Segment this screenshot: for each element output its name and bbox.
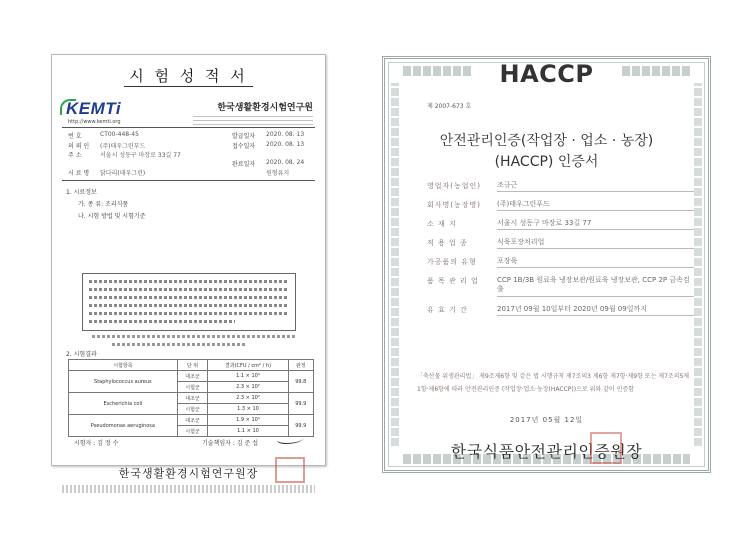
table-header-row: 시험항목 단 위 결과(CFU / cm² / h) 판정 <box>69 360 314 371</box>
section-results: 2. 시험결과 <box>66 351 97 358</box>
method-box <box>82 273 296 331</box>
table-row: Staphylococcus aureus 대조군 1.1 × 10⁴ 99.8 <box>69 371 314 382</box>
certificate-title: 안전관리인증(작업장 · 업소 · 농장) <box>439 133 654 149</box>
header-row: 주 소 서울시 성동구 마장로 33길 77 <box>68 152 181 159</box>
test-report-document <box>51 54 326 480</box>
header-row: 번 호 CT00-448-45 발급일자 2020. 08. 13 <box>68 131 305 140</box>
table-row: 시험군 1.1 × 10 <box>69 426 314 437</box>
title-underline <box>124 86 253 87</box>
table-row: 시험군 1.3 × 10 <box>69 404 314 415</box>
section-sample-info: 1. 시료정보 <box>66 189 97 196</box>
test-method-heading: 나. 시험 방법 및 시험기준 <box>78 213 146 220</box>
divider <box>62 180 315 181</box>
header-row: 시 료 명 닭다리(태우그린) 원형유지 <box>68 170 290 177</box>
table-row: Escherichia coli 대조군 2.3 × 10⁴ 99.9 <box>69 393 314 404</box>
certificate-subtitle: (HACCP) 인증서 <box>494 154 599 170</box>
institute-name: 한국생활환경시험연구원 <box>217 103 313 113</box>
table-row: Pseudomonas aeruginosa 대조군 1.9 × 10⁴ 99.9 <box>69 415 314 426</box>
header-row: 완료일자 2020. 08. 24 <box>232 159 305 168</box>
method-note <box>112 343 245 346</box>
results-table <box>68 359 314 437</box>
logo-url: http://www.kemti.org <box>68 119 121 125</box>
header-row: 의 뢰 인 (주)태우그린푸드 접수일자 2020. 08. 13 <box>68 141 305 150</box>
divider <box>62 127 315 128</box>
certificate-number: 제 2007-673 호 <box>427 103 472 110</box>
approver-signature: 기술책임자 : 김 준 섭 <box>202 440 259 447</box>
table-row: 시험군 2.3 × 10² <box>69 382 314 393</box>
handwritten-signature <box>276 434 307 444</box>
report-title: 시 험 성 적 서 <box>129 67 248 85</box>
issue-date: 2017년 05월 12일 <box>509 416 584 424</box>
issuing-authority: 한국식품안전관리인증원장 <box>450 442 643 461</box>
official-seal-icon <box>275 457 305 483</box>
sample-type: 가. 종 류: 조리식품 <box>78 201 129 208</box>
haccp-badge: HACCP <box>499 60 594 88</box>
haccp-certificate: HACCP 제 2007-673 호 안전관리인증(작업장 · 업소 · 농장) (HACCP) 인증서 영업자(농업인) 조규근 회사명(농장명) (주)태우그린푸드 소 재 지 서울시 성동구 마장로 33길 77 적 용 업 종 식육포장처리업 가공품의 유형 포장육 품 목 관 리 업 CCP 1B/3B 원료육 냉장보관/원료육 냉장보관, CCP 2P 금속검출 유 효 기 간 2017년 09월 10일부터 2020년 09월 09일까지 「축산물 위생관리법」 제9조제6항 및 같은 법 시행규칙 제7조의3 제6항 제7항·제9항 또는 제7조의5제1항·제6항에 따라 안전관리인증 (작업장·업소·농장(HACCP))으로 위와 같이 인증함 2017년 05월 12일 한국식품안전관리인증원장 <box>379 53 714 476</box>
kemti-logo: KEMTi <box>66 99 122 118</box>
footer-fine-print <box>62 485 315 493</box>
institute-address-lines <box>193 113 313 125</box>
certification-statement: 「축산물 위생관리법」 제9조제6항 및 같은 법 시행규칙 제7조의3 제6항 제7항·제9항 또는 제7조의5제1항·제6항에 따라 안전관리인증 (작업장·업소·농장(HACCP))으로 위와 같이 인증함 <box>417 373 690 393</box>
official-seal-icon <box>590 432 622 464</box>
issuing-institute: 한국생활환경시험연구원장 <box>118 467 259 480</box>
tester-signature: 시험자 : 김 정 수 <box>74 440 119 447</box>
method-note <box>92 335 295 338</box>
